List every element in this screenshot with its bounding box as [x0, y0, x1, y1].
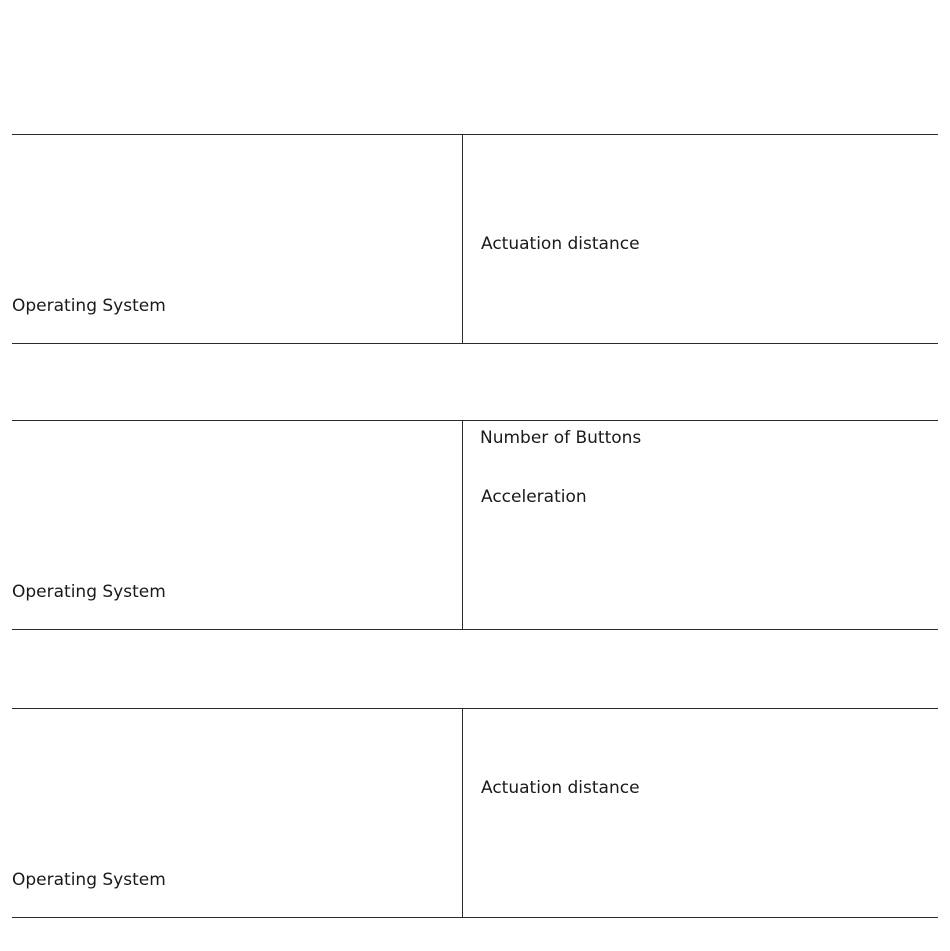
spec-label-actuation-distance: Actuation distance	[481, 778, 640, 798]
column-divider	[462, 135, 463, 343]
spec-label-number-of-buttons: Number of Buttons	[480, 428, 642, 448]
spec-label-operating-system: Operating System	[12, 296, 166, 316]
spec-label-operating-system: Operating System	[12, 582, 166, 602]
spec-row-1	[12, 134, 938, 344]
spec-row-2	[12, 420, 938, 630]
spec-label-actuation-distance: Actuation distance	[481, 234, 640, 254]
spec-label-operating-system: Operating System	[12, 870, 166, 890]
spec-row-3	[12, 708, 938, 918]
spec-label-acceleration: Acceleration	[481, 487, 587, 507]
column-divider	[462, 421, 463, 629]
column-divider	[462, 709, 463, 917]
